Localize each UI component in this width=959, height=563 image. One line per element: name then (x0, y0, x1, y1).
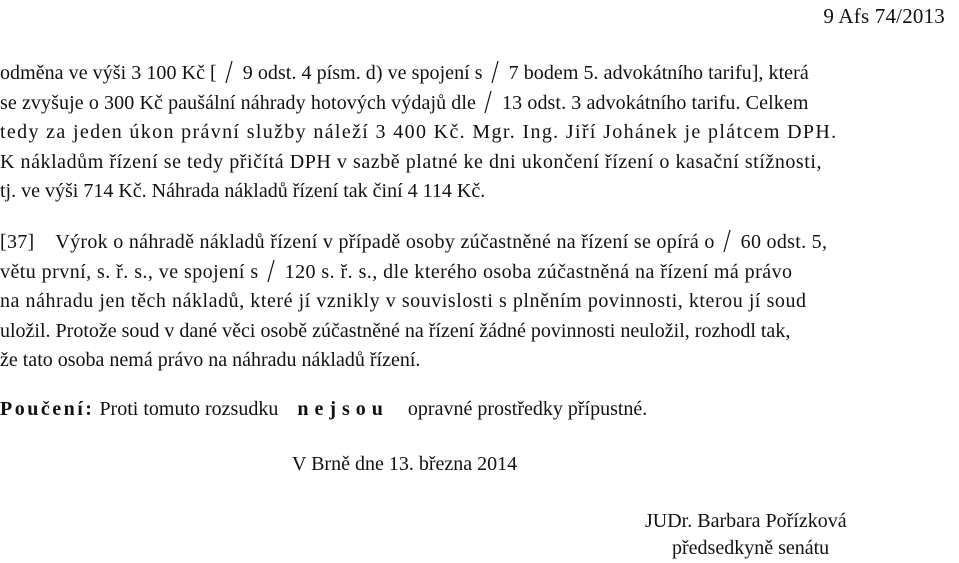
instruction-emphasis: nejsou (297, 398, 389, 420)
section-sign-icon (263, 259, 279, 283)
section-sign-icon (487, 60, 503, 84)
text-run: 13 odst. 3 advokátního tarifu. Celkem (502, 91, 809, 114)
paragraph-line: K nákladům řízení se tedy přičítá DPH v sazbě platné ke dni ukončení řízení o kasační stížnosti, (0, 150, 823, 173)
text-run: 9 odst. 4 písm. d) ve spojení s (242, 62, 483, 84)
text-run: větu první, s. ř. s., ve spojení s (0, 260, 259, 283)
text-run: se zvyšuje o 300 Kč paušální náhrady hotových výdajů dle (0, 91, 477, 114)
legal-instruction (0, 398, 647, 421)
place-and-date: V Brně dne 13. března 2014 (292, 453, 518, 475)
judge-name: JUDr. Barbara Pořízková (645, 510, 847, 532)
text-run: 60 odst. 5, (740, 231, 828, 253)
paragraph-costs (0, 59, 956, 207)
text-run: 7 bodem 5. advokátního tarifu], která (508, 62, 809, 84)
text-run: [37] Výrok o náhradě nákladů řízení v případě osoby zúčastněné na řízení se opírá o (0, 231, 715, 253)
instruction-label: Poučení: (0, 398, 95, 420)
paragraph-line: tedy za jeden úkon právní služby náleží 3 400 Kč. Mgr. Ing. Jiří Johánek je plátcem DPH. (0, 121, 838, 143)
paragraph-37 (0, 228, 956, 376)
section-sign-icon (719, 229, 735, 253)
signature-block (645, 508, 847, 562)
paragraph-line (0, 228, 956, 258)
paragraph-line (0, 59, 956, 89)
text-run: 120 s. ř. s., dle kterého osoba zúčastněná na řízení má právo (284, 260, 793, 283)
text-run: odměna ve výši 3 100 Kč [ (0, 62, 217, 84)
paragraph-line: uložil. Protože soud v dané věci osobě zúčastněné na řízení žádné povinnosti neuložil, rozhodl tak, (0, 319, 791, 342)
instruction-text-end: opravné prostředky přípustné. (407, 398, 648, 420)
paragraph-line: že tato osoba nemá právo na náhradu nákladů řízení. (0, 349, 421, 371)
paragraph-line (0, 258, 956, 288)
section-sign-icon (480, 90, 496, 114)
judge-role: předsedkyně senátu (672, 537, 830, 559)
instruction-text: Proti tomuto rozsudku (99, 398, 279, 420)
paragraph-line: na náhradu jen těch nákladů, které jí vznikly v souvislosti s plněním povinnosti, kterou jí soud (0, 290, 807, 312)
case-file-number: 9 Afs 74/2013 (823, 4, 945, 28)
section-sign-icon (221, 60, 237, 84)
paragraph-line: tj. ve výši 714 Kč. Náhrada nákladů řízení tak činí 4 114 Kč. (0, 180, 486, 202)
paragraph-line (0, 89, 956, 119)
